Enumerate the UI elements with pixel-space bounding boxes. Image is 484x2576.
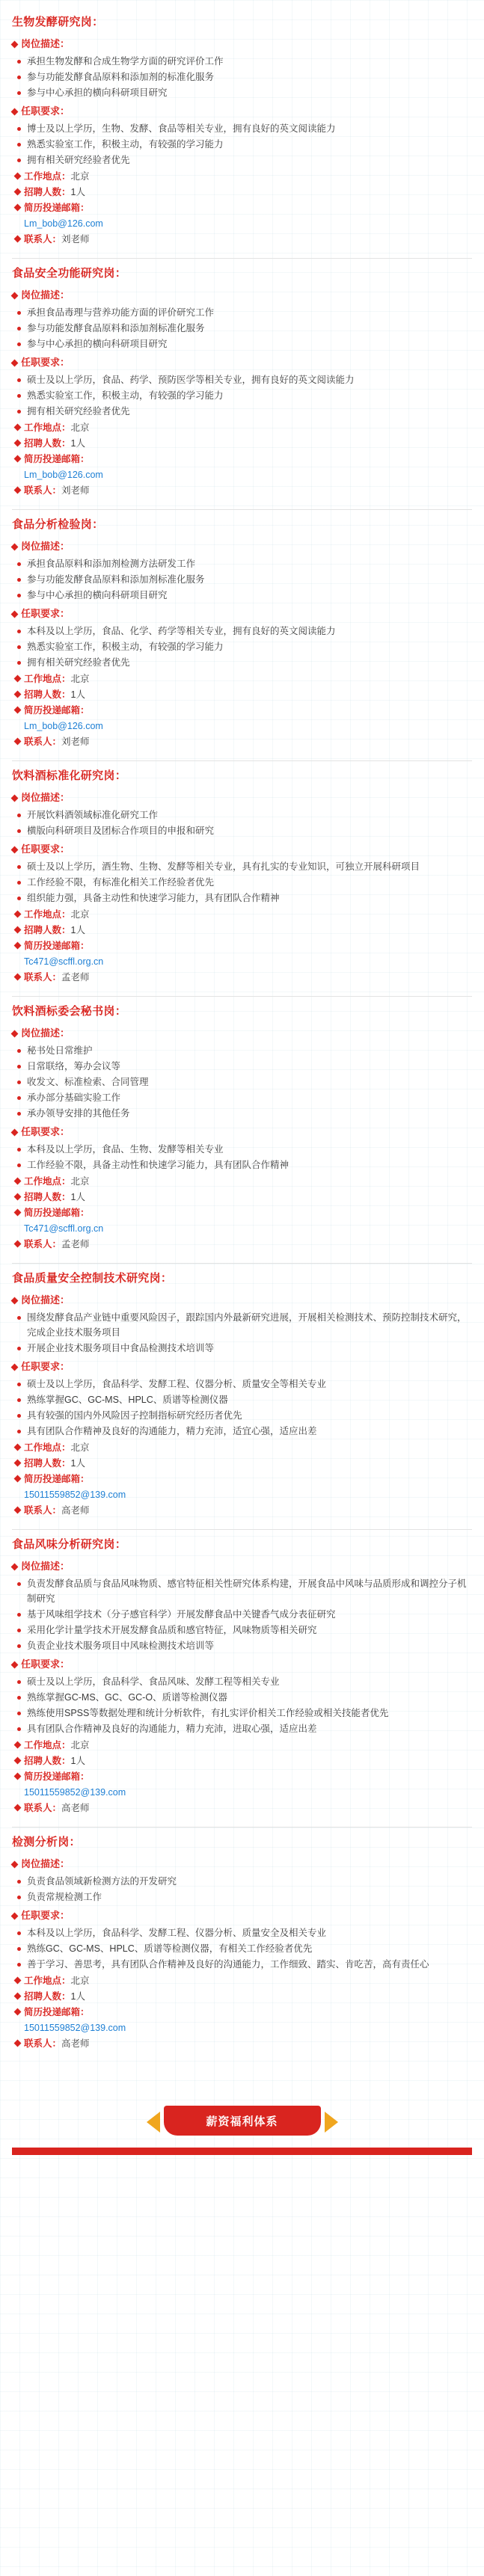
section-heading-label: 岗位描述：	[21, 541, 70, 552]
diamond-bullet-icon	[14, 911, 22, 918]
field-label: 联系人：	[24, 972, 62, 983]
list-item: 工作经验不限，有标准化相关工作经验者优先	[15, 875, 472, 890]
job-location	[12, 1973, 472, 1989]
field-value: 高老师	[61, 1505, 90, 1516]
diamond-bullet-icon	[14, 173, 22, 180]
field-value: 北京	[70, 1442, 90, 1453]
email-link[interactable]: Tc471@scffl.org.cn	[24, 956, 104, 967]
job-location	[12, 1738, 472, 1753]
job-email-label-row	[12, 703, 472, 719]
job-email-label-row	[12, 452, 472, 467]
job-location	[12, 1174, 472, 1190]
job-location	[12, 420, 472, 436]
list-item: 横版向科研项目及团标合作项目的申报和研究	[15, 823, 472, 838]
list-item: 承担食品原料和添加剂检测方法研发工作	[15, 556, 472, 571]
field-label: 工作地点：	[24, 171, 71, 182]
list-item: 秘书处日常维护	[15, 1043, 472, 1058]
field-value: 1人	[70, 689, 85, 700]
diamond-bullet-icon	[11, 108, 19, 115]
job-email-label-row	[12, 1205, 472, 1221]
list-item: 收发文、标准检索、合同管理	[15, 1075, 472, 1089]
list-item: 参与中心承担的横向科研项目研究	[15, 85, 472, 100]
requirements-list	[12, 372, 472, 419]
diamond-bullet-icon	[14, 236, 22, 243]
diamond-bullet-icon	[11, 1363, 19, 1371]
diamond-bullet-icon	[14, 1742, 22, 1749]
diamond-bullet-icon	[14, 487, 22, 494]
job-contact	[12, 483, 472, 499]
diamond-bullet-icon	[11, 610, 19, 618]
field-value: 北京	[70, 1740, 90, 1750]
requirements-list	[12, 859, 472, 906]
list-item: 日常联络，筹办会议等	[15, 1059, 472, 1074]
list-item: 拥有相关研究经验者优先	[15, 153, 472, 167]
section-heading-label: 任职要求：	[21, 1910, 70, 1921]
diamond-bullet-icon	[14, 1507, 22, 1514]
list-item: 承办部分基础实验工作	[15, 1090, 472, 1105]
diamond-bullet-icon	[14, 455, 22, 463]
jobs-container	[12, 13, 472, 2052]
field-value: 高老师	[61, 2038, 90, 2049]
list-item: 熟悉实验室工作，积极主动，有较强的学习能力	[15, 137, 472, 152]
list-item: 参与功能发酵食品原料和添加剂标准化服务	[15, 572, 472, 587]
field-label: 简历投递邮箱：	[24, 941, 90, 951]
field-value: 1人	[70, 187, 85, 197]
list-item: 参与功能发酵食品原料和添加剂的标准化服务	[15, 70, 472, 84]
email-link[interactable]: Lm_bob@126.com	[24, 218, 103, 229]
list-item: 硕士及以上学历，酒生物、生物、发酵等相关专业，具有扎实的专业知识，可独立开展科研项目	[15, 859, 472, 874]
diamond-bullet-icon	[11, 1912, 19, 1919]
job-contact	[12, 2036, 472, 2052]
job-email-value-row[interactable]	[12, 954, 472, 970]
email-link[interactable]: Lm_bob@126.com	[24, 721, 103, 731]
job-email-label-row	[12, 938, 472, 954]
section-heading-label: 岗位描述：	[21, 1561, 70, 1572]
field-label: 工作地点：	[24, 1976, 71, 1986]
list-item: 硕士及以上学历，食品科学、发酵工程、仪器分析、质量安全等相关专业	[15, 1377, 472, 1392]
list-item: 采用化学计量学技术开展发酵食品质和感官特征，风味物质等相关研究	[15, 1623, 472, 1638]
field-label: 工作地点：	[24, 674, 71, 684]
field-label: 工作地点：	[24, 909, 71, 920]
job-title: 饮料酒标准化研究岗：	[12, 769, 127, 782]
job-headcount	[12, 185, 472, 200]
job-posting	[12, 13, 472, 248]
section-heading-requirements	[12, 354, 472, 371]
diamond-bullet-icon	[14, 1773, 22, 1780]
section-heading-description	[12, 287, 472, 304]
section-heading-label: 岗位描述：	[21, 792, 70, 803]
diamond-bullet-icon	[11, 1128, 19, 1136]
field-label: 招聘人数：	[24, 689, 71, 700]
field-label: 联系人：	[24, 234, 62, 245]
diamond-bullet-icon	[11, 846, 19, 853]
field-label: 招聘人数：	[24, 1756, 71, 1766]
section-heading-requirements	[12, 1908, 472, 1924]
section-heading-requirements	[12, 841, 472, 858]
field-label: 联系人：	[24, 1239, 62, 1249]
list-item: 拥有相关研究经验者优先	[15, 404, 472, 419]
job-email-value-row[interactable]	[12, 1785, 472, 1801]
field-label: 联系人：	[24, 737, 62, 747]
diamond-bullet-icon	[14, 675, 22, 683]
description-list	[12, 1043, 472, 1121]
field-label: 简历投递邮箱：	[24, 2007, 90, 2017]
job-title: 食品安全功能研究岗：	[12, 267, 127, 280]
job-email-value-row[interactable]	[12, 1221, 472, 1237]
section-heading-label: 任职要求：	[21, 843, 70, 855]
list-item: 硕士及以上学历，食品、药学、预防医学等相关专业，拥有良好的英文阅读能力	[15, 372, 472, 387]
field-value: 刘老师	[61, 737, 90, 747]
job-posting	[12, 265, 472, 499]
list-item: 硕士及以上学历，食品科学、食品风味、发酵工程等相关专业	[15, 1674, 472, 1689]
list-item: 本科及以上学历，食品、化学、药学等相关专业，拥有良好的英文阅读能力	[15, 624, 472, 639]
email-link[interactable]: 15011559852@139.com	[24, 1787, 126, 1798]
job-contact	[12, 734, 472, 750]
field-label: 简历投递邮箱：	[24, 705, 90, 716]
list-item: 熟悉实验室工作，积极主动，有较强的学习能力	[15, 639, 472, 654]
diamond-bullet-icon	[14, 1977, 22, 1985]
field-label: 工作地点：	[24, 422, 71, 433]
field-label: 招聘人数：	[24, 438, 71, 449]
list-item: 开展饮料酒领域标准化研究工作	[15, 808, 472, 823]
description-list	[12, 1310, 472, 1356]
section-divider	[12, 1529, 472, 1530]
field-label: 工作地点：	[24, 1740, 71, 1750]
diamond-bullet-icon	[11, 1297, 19, 1304]
diamond-bullet-icon	[14, 2040, 22, 2047]
field-value: 刘老师	[61, 234, 90, 245]
job-title: 食品风味分析研究岗：	[12, 1538, 127, 1551]
field-value: 孟老师	[61, 1239, 90, 1249]
diamond-bullet-icon	[14, 424, 22, 431]
field-label: 工作地点：	[24, 1442, 71, 1453]
diamond-bullet-icon	[14, 691, 22, 698]
section-divider	[12, 760, 472, 761]
field-label: 联系人：	[24, 2038, 62, 2049]
section-heading-label: 任职要求：	[21, 1126, 70, 1137]
diamond-bullet-icon	[14, 1444, 22, 1451]
job-email-label-row	[12, 1472, 472, 1487]
job-contact	[12, 970, 472, 986]
section-heading-description	[12, 790, 472, 806]
job-headcount	[12, 436, 472, 452]
email-link[interactable]: 15011559852@139.com	[24, 2023, 126, 2033]
field-label: 简历投递邮箱：	[24, 454, 90, 464]
section-divider	[12, 1263, 472, 1264]
description-list	[12, 1576, 472, 1653]
list-item: 参与中心承担的横向科研项目研究	[15, 336, 472, 351]
field-label: 招聘人数：	[24, 925, 71, 935]
section-heading-description	[12, 36, 472, 52]
job-title: 生物发酵研究岗：	[12, 16, 104, 28]
email-link[interactable]: Lm_bob@126.com	[24, 470, 103, 480]
field-label: 招聘人数：	[24, 1458, 71, 1469]
job-posting	[12, 1270, 472, 1519]
job-posting	[12, 516, 472, 750]
list-item: 熟练使用SPSS等数据处理和统计分析软件，有扎实评价相关工作经验或相关技能者优先	[15, 1706, 472, 1721]
job-email-value-row[interactable]	[12, 719, 472, 734]
list-item: 开展企业技术服务项目中食品检测技术培训等	[15, 1341, 472, 1356]
field-value: 1人	[70, 438, 85, 449]
list-item: 工作经验不限，具备主动性和快速学习能力，具有团队合作精神	[15, 1158, 472, 1172]
diamond-bullet-icon	[14, 1193, 22, 1201]
description-list	[12, 54, 472, 100]
diamond-bullet-icon	[11, 1030, 19, 1037]
field-label: 联系人：	[24, 485, 62, 496]
job-location	[12, 671, 472, 687]
list-item: 参与功能发酵食品原料和添加剂标准化服务	[15, 321, 472, 336]
list-item: 本科及以上学历，食品、生物、发酵等相关专业	[15, 1142, 472, 1157]
section-heading-label: 任职要求：	[21, 1361, 70, 1372]
field-label: 招聘人数：	[24, 1991, 71, 2002]
job-title: 饮料酒标委会秘书岗：	[12, 1005, 127, 1018]
list-item: 负责食品领域新检测方法的开发研究	[15, 1874, 472, 1889]
field-label: 联系人：	[24, 1505, 62, 1516]
job-email-label-row	[12, 2005, 472, 2020]
field-value: 北京	[70, 909, 90, 920]
field-label: 简历投递邮箱：	[24, 203, 90, 213]
field-value: 北京	[70, 422, 90, 433]
job-location	[12, 169, 472, 185]
field-value: 北京	[70, 1976, 90, 1986]
job-email-value-row[interactable]	[12, 216, 472, 232]
requirements-list	[12, 121, 472, 167]
requirements-list	[12, 1142, 472, 1172]
section-heading-label: 岗位描述：	[21, 1027, 70, 1039]
footer-color-bar	[12, 2148, 472, 2155]
field-label: 招聘人数：	[24, 1192, 71, 1202]
field-value: 1人	[70, 1991, 85, 2002]
section-heading-label: 任职要求：	[21, 105, 70, 117]
job-contact	[12, 1801, 472, 1816]
section-heading-label: 岗位描述：	[21, 1858, 70, 1869]
job-posting	[12, 1003, 472, 1252]
requirements-list	[12, 1925, 472, 1972]
diamond-bullet-icon	[14, 1241, 22, 1248]
section-heading-requirements	[12, 606, 472, 622]
job-title: 食品分析检验岗：	[12, 518, 104, 531]
field-value: 北京	[70, 171, 90, 182]
job-title: 食品质量安全控制技术研究岗：	[12, 1272, 173, 1285]
diamond-bullet-icon	[14, 738, 22, 746]
diamond-bullet-icon	[14, 1178, 22, 1185]
section-heading-description	[12, 1856, 472, 1872]
job-headcount	[12, 687, 472, 703]
job-headcount	[12, 1753, 472, 1769]
field-value: 1人	[70, 1756, 85, 1766]
diamond-bullet-icon	[14, 1209, 22, 1217]
diamond-bullet-icon	[14, 1475, 22, 1483]
job-contact	[12, 1503, 472, 1519]
description-list	[12, 808, 472, 838]
diamond-bullet-icon	[14, 188, 22, 196]
section-divider	[12, 1827, 472, 1828]
list-item: 参与中心承担的横向科研项目研究	[15, 588, 472, 603]
list-item: 具有团队合作精神及良好的沟通能力，精力充沛，适宜心强，适应出差	[15, 1424, 472, 1439]
section-heading-description	[12, 1025, 472, 1042]
job-email-label-row	[12, 1769, 472, 1785]
section-heading-description	[12, 538, 472, 555]
field-label: 简历投递邮箱：	[24, 1474, 90, 1484]
page-footer	[12, 2065, 472, 2155]
job-posting	[12, 1536, 472, 1816]
diamond-bullet-icon	[14, 974, 22, 981]
email-link[interactable]: Tc471@scffl.org.cn	[24, 1223, 104, 1234]
requirements-list	[12, 1674, 472, 1736]
email-link[interactable]: 15011559852@139.com	[24, 1490, 126, 1500]
diamond-bullet-icon	[11, 1661, 19, 1668]
section-heading-description	[12, 1292, 472, 1309]
diamond-bullet-icon	[14, 926, 22, 934]
diamond-bullet-icon	[11, 40, 19, 48]
job-email-label-row	[12, 200, 472, 216]
job-email-value-row[interactable]	[12, 1487, 472, 1503]
section-heading-label: 任职要求：	[21, 1659, 70, 1670]
diamond-bullet-icon	[11, 1563, 19, 1570]
section-heading-requirements	[12, 1359, 472, 1375]
diamond-bullet-icon	[14, 1757, 22, 1765]
top-spacer	[12, 7, 472, 10]
right-arrow-decoration	[325, 2112, 338, 2133]
diamond-bullet-icon	[14, 707, 22, 714]
job-location	[12, 907, 472, 923]
section-divider	[12, 996, 472, 997]
diamond-bullet-icon	[11, 543, 19, 550]
job-posting	[12, 1833, 472, 2052]
field-value: 北京	[70, 674, 90, 684]
field-value: 北京	[70, 1176, 90, 1187]
section-heading-label: 岗位描述：	[21, 38, 70, 49]
field-value: 1人	[70, 1192, 85, 1202]
field-label: 简历投递邮箱：	[24, 1771, 90, 1782]
diamond-bullet-icon	[14, 1804, 22, 1812]
list-item: 围绕发酵食品产业链中重要风险因子，跟踪国内外最新研究进展，开展相关检测技术、预防控制技术研究，完成企业技术服务项目	[15, 1310, 472, 1340]
description-list	[12, 305, 472, 351]
list-item: 承担食品毒理与营养功能方面的评价研究工作	[15, 305, 472, 320]
job-title: 检测分析岗：	[12, 1836, 81, 1848]
diamond-bullet-icon	[14, 1460, 22, 1467]
list-item: 熟练掌握GC-MS、GC、GC-O、质谱等检测仪器	[15, 1690, 472, 1705]
section-heading-requirements	[12, 103, 472, 120]
field-value: 1人	[70, 925, 85, 935]
diamond-bullet-icon	[14, 1993, 22, 2000]
list-item: 负责企业技术服务项目中风味检测技术培训等	[15, 1638, 472, 1653]
diamond-bullet-icon	[14, 440, 22, 447]
field-label: 工作地点：	[24, 1176, 71, 1187]
job-headcount	[12, 1456, 472, 1472]
list-item: 组织能力强，具备主动性和快速学习能力，具有团队合作精神	[15, 891, 472, 906]
diamond-bullet-icon	[11, 1860, 19, 1868]
section-heading-requirements	[12, 1656, 472, 1673]
field-value: 高老师	[61, 1803, 90, 1813]
job-contact	[12, 1237, 472, 1252]
section-heading-requirements	[12, 1124, 472, 1140]
job-contact	[12, 232, 472, 248]
field-label: 简历投递邮箱：	[24, 1208, 90, 1218]
job-headcount	[12, 1989, 472, 2005]
list-item: 基于风味组学技术（分子感官科学）开展发酵食品中关键香气成分表征研究	[15, 1607, 472, 1622]
section-divider	[12, 258, 472, 259]
field-label: 招聘人数：	[24, 187, 71, 197]
description-list	[12, 556, 472, 603]
list-item: 承办领导安排的其他任务	[15, 1106, 472, 1121]
left-arrow-decoration	[147, 2112, 160, 2133]
job-posting	[12, 767, 472, 986]
field-value: 刘老师	[61, 485, 90, 496]
diamond-bullet-icon	[14, 2008, 22, 2016]
diamond-bullet-icon	[11, 359, 19, 366]
list-item: 博士及以上学历，生物、发酵、食品等相关专业，拥有良好的英文阅读能力	[15, 121, 472, 136]
list-item: 熟练掌握GC、GC-MS、HPLC、质谱等检测仪器	[15, 1392, 472, 1407]
list-item: 本科及以上学历，食品科学、发酵工程、仪器分析、质量安全及相关专业	[15, 1925, 472, 1940]
list-item: 负责常规检测工作	[15, 1890, 472, 1905]
list-item: 善于学习、善思考，具有团队合作精神及良好的沟通能力，工作细致、踏实、肯吃苦，高有责任心	[15, 1957, 472, 1972]
field-value: 孟老师	[61, 972, 90, 983]
requirements-list	[12, 624, 472, 670]
job-email-value-row[interactable]	[12, 467, 472, 483]
section-heading-description	[12, 1558, 472, 1575]
field-label: 联系人：	[24, 1803, 62, 1813]
description-list	[12, 1874, 472, 1905]
list-item: 负责发酵食品质与食品风味物质、感官特征相关性研究体系构建，开展食品中风味与品质形成和调控分子机制研究	[15, 1576, 472, 1606]
section-heading-label: 岗位描述：	[21, 1294, 70, 1306]
job-headcount	[12, 923, 472, 938]
field-value: 1人	[70, 1458, 85, 1469]
job-headcount	[12, 1190, 472, 1205]
diamond-bullet-icon	[14, 942, 22, 950]
section-heading-label: 岗位描述：	[21, 289, 70, 301]
diamond-bullet-icon	[11, 292, 19, 299]
footer-banner-label: 薪资福利体系	[164, 2106, 321, 2136]
requirements-list	[12, 1377, 472, 1439]
diamond-bullet-icon	[14, 204, 22, 212]
list-item: 具有较强的国内外风险因子控制指标研究经历者优先	[15, 1408, 472, 1423]
job-email-value-row[interactable]	[12, 2020, 472, 2036]
list-item: 拥有相关研究经验者优先	[15, 655, 472, 670]
section-heading-label: 任职要求：	[21, 357, 70, 368]
list-item: 承担生物发酵和合成生物学方面的研究评价工作	[15, 54, 472, 69]
section-divider	[12, 509, 472, 510]
section-heading-label: 任职要求：	[21, 608, 70, 619]
list-item: 具有团队合作精神及良好的沟通能力，精力充沛，进取心强，适应出差	[15, 1721, 472, 1736]
job-location	[12, 1440, 472, 1456]
list-item: 熟悉实验室工作，积极主动，有较强的学习能力	[15, 388, 472, 403]
list-item: 熟练GC、GC-MS、HPLC、质谱等检测仪器，有相关工作经验者优先	[15, 1941, 472, 1956]
diamond-bullet-icon	[11, 794, 19, 802]
